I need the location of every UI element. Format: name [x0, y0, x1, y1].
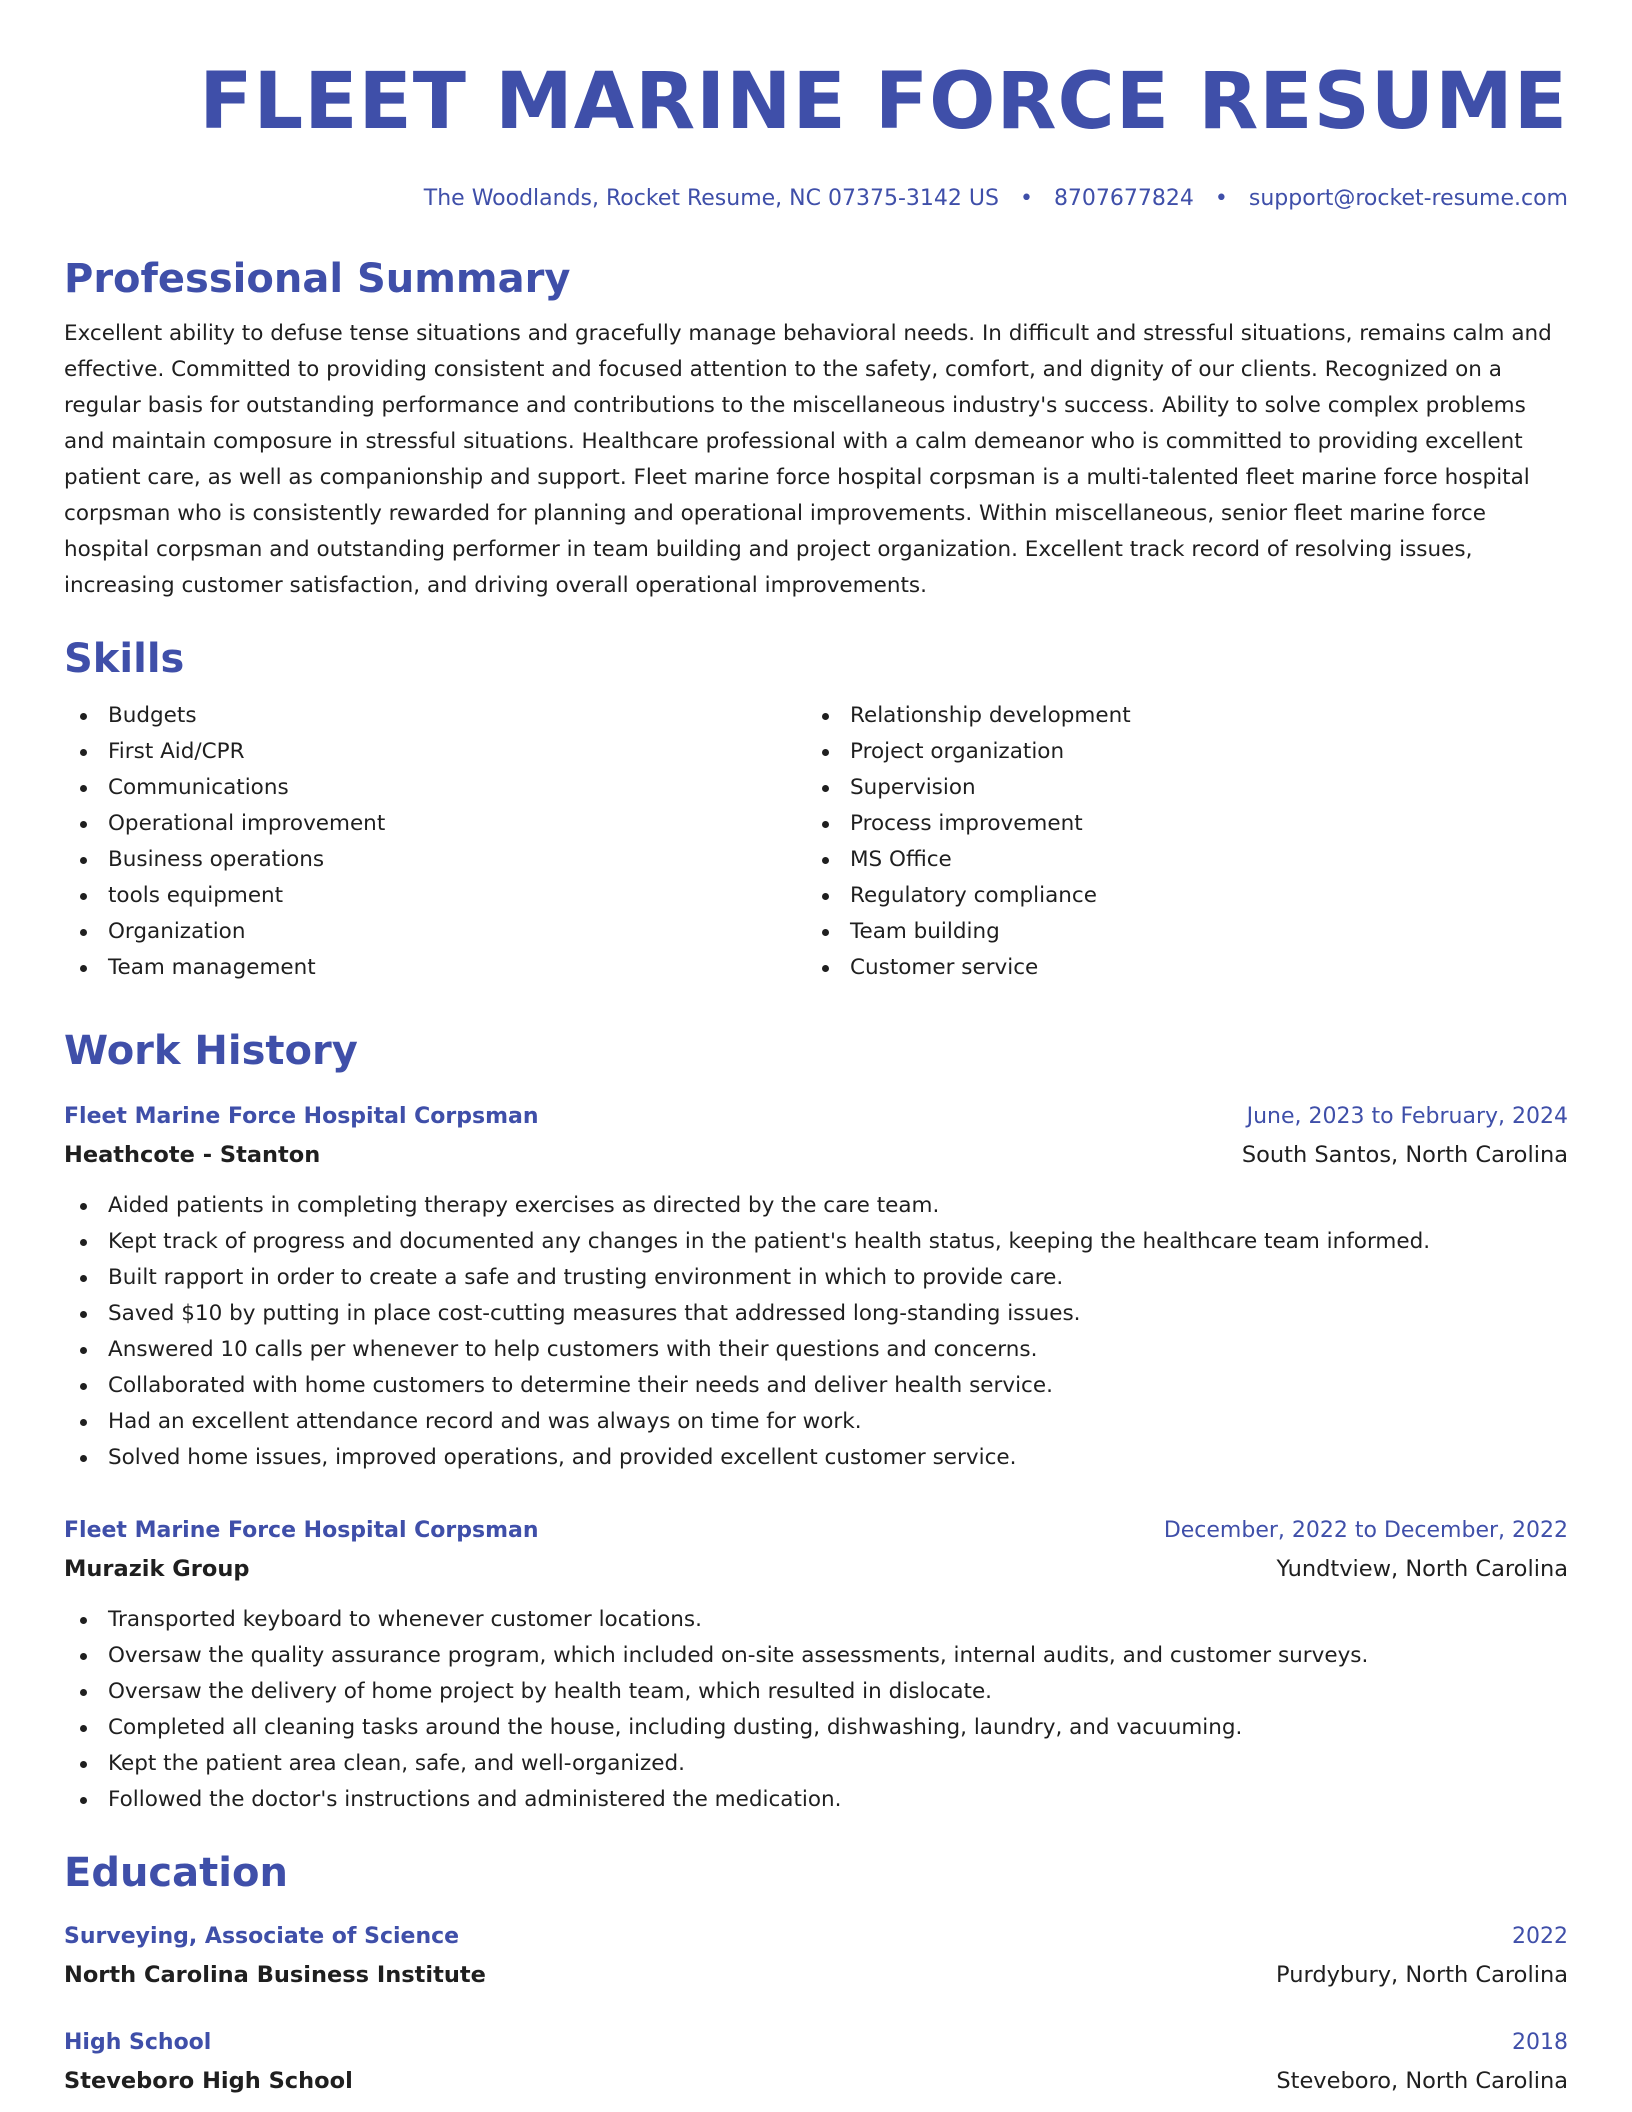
job-entry: [64, 1512, 1568, 1818]
job-company-row: [64, 1550, 1568, 1588]
work-history-section: [64, 1026, 1568, 1818]
education-location: Purdybury, North Carolina: [1276, 1962, 1568, 1988]
job-bullets: [64, 1602, 1568, 1818]
contact-address: The Woodlands, Rocket Resume, NC 07375-3142 US: [423, 186, 999, 211]
education-school-row: [64, 2062, 1568, 2100]
skill-item: Team management: [64, 950, 806, 986]
job-bullet: Oversaw the quality assurance program, which included on-site assessments, internal audits, and customer surveys.: [64, 1638, 1568, 1674]
contact-separator: •: [1019, 186, 1033, 211]
job-bullet: Completed all cleaning tasks around the house, including dusting, dishwashing, laundry, and vacuuming.: [64, 1710, 1568, 1746]
skill-item: Relationship development: [806, 698, 1548, 734]
job-bullet: Followed the doctor's instructions and administered the medication.: [64, 1782, 1568, 1818]
skill-item: Regulatory compliance: [806, 878, 1548, 914]
skill-item: Team building: [806, 914, 1548, 950]
skill-item: Supervision: [806, 770, 1548, 806]
education-school: Steveboro High School: [64, 2068, 353, 2094]
skill-item: Business operations: [64, 842, 806, 878]
job-dates: December, 2022 to December, 2022: [1163, 1518, 1568, 1543]
skill-item: Process improvement: [806, 806, 1548, 842]
education-year: 2022: [1512, 1924, 1568, 1949]
job-title-row: [64, 1512, 1568, 1550]
job-bullet: Had an excellent attendance record and was always on time for work.: [64, 1404, 1568, 1440]
skills-column-right: [806, 698, 1548, 986]
contact-line: [64, 184, 1568, 214]
education-location: Steveboro, North Carolina: [1276, 2068, 1568, 2094]
job-title: Fleet Marine Force Hospital Corpsman: [64, 1518, 539, 1543]
skill-item: Budgets: [64, 698, 806, 734]
skill-item: Customer service: [806, 950, 1548, 986]
job-bullet: Kept the patient area clean, safe, and well-organized.: [64, 1746, 1568, 1782]
job-title: Fleet Marine Force Hospital Corpsman: [64, 1104, 539, 1129]
section-heading-skills: Skills: [64, 636, 185, 682]
skill-item: First Aid/CPR: [64, 734, 806, 770]
contact-separator: •: [1214, 186, 1228, 211]
contact-email[interactable]: support@rocket-resume.com: [1248, 186, 1568, 211]
skill-item: Operational improvement: [64, 806, 806, 842]
education-degree: Surveying, Associate of Science: [64, 1924, 460, 1949]
skills-column-left: [64, 698, 806, 986]
professional-summary-section: [64, 254, 1568, 604]
education-degree: High School: [64, 2030, 212, 2055]
job-bullets: [64, 1188, 1568, 1476]
skill-item: MS Office: [806, 842, 1548, 878]
education-year: 2018: [1512, 2030, 1568, 2055]
skill-item: Communications: [64, 770, 806, 806]
job-location: Yundtview, North Carolina: [1276, 1556, 1568, 1582]
job-bullet: Kept track of progress and documented any changes in the patient's health status, keeping the healthcare team informed.: [64, 1224, 1568, 1260]
section-heading-work: Work History: [64, 1028, 358, 1074]
job-bullet: Collaborated with home customers to determine their needs and deliver health service.: [64, 1368, 1568, 1404]
section-heading-education: Education: [64, 1850, 288, 1896]
skill-item: Project organization: [806, 734, 1548, 770]
job-title-row: [64, 1098, 1568, 1136]
skills-section: [64, 634, 1568, 986]
contact-phone: 8707677824: [1053, 186, 1194, 211]
job-company-row: [64, 1136, 1568, 1174]
education-section: [64, 1848, 1568, 2100]
education-entry: [64, 1918, 1568, 1994]
job-company: Murazik Group: [64, 1556, 250, 1582]
job-bullet: Answered 10 calls per whenever to help customers with their questions and concerns.: [64, 1332, 1568, 1368]
section-heading-summary: Professional Summary: [64, 256, 571, 302]
skills-grid: [64, 698, 1568, 986]
resume-title: FLEET MARINE FORCE RESUME: [199, 57, 1568, 147]
resume-header: [64, 0, 1568, 214]
education-school-row: [64, 1956, 1568, 1994]
job-dates: June, 2023 to February, 2024: [1246, 1104, 1568, 1129]
education-degree-row: [64, 2024, 1568, 2062]
job-location: South Santos, North Carolina: [1241, 1142, 1568, 1168]
education-school: North Carolina Business Institute: [64, 1962, 486, 1988]
education-degree-row: [64, 1918, 1568, 1956]
job-bullet: Solved home issues, improved operations, and provided excellent customer service.: [64, 1440, 1568, 1476]
summary-text: Excellent ability to defuse tense situations and gracefully manage behavioral needs. In difficult and stressful situations, remains calm and effective. Committed to providing consistent and focused attention to the safety, comfort, and dignity of our clients. Recognized on a regular basis for outstanding performance and contributions to the miscellaneous industry's success. Ability to solve complex problems and maintain composure in stressful situations. Healthcare professional with a calm demeanor who is committed to providing excellent patient care, as well as companionship and support. Fleet marine force hospital corpsman is a multi-talented fleet marine force hospital corpsman who is consistently rewarded for planning and operational improvements. Within miscellaneous, senior fleet marine force hospital corpsman and outstanding performer in team building and project organization. Excellent track record of resolving issues, increasing customer satisfaction, and driving overall operational improvements.: [64, 321, 1552, 598]
job-bullet: Transported keyboard to whenever customer locations.: [64, 1602, 1568, 1638]
skill-item: Organization: [64, 914, 806, 950]
skill-item: tools equipment: [64, 878, 806, 914]
job-company: Heathcote - Stanton: [64, 1142, 321, 1168]
education-entry: [64, 2024, 1568, 2100]
job-bullet: Saved $10 by putting in place cost-cutting measures that addressed long-standing issues.: [64, 1296, 1568, 1332]
job-bullet: Aided patients in completing therapy exercises as directed by the care team.: [64, 1188, 1568, 1224]
job-entry: [64, 1098, 1568, 1476]
job-bullet: Built rapport in order to create a safe and trusting environment in which to provide care.: [64, 1260, 1568, 1296]
job-bullet: Oversaw the delivery of home project by health team, which resulted in dislocate.: [64, 1674, 1568, 1710]
